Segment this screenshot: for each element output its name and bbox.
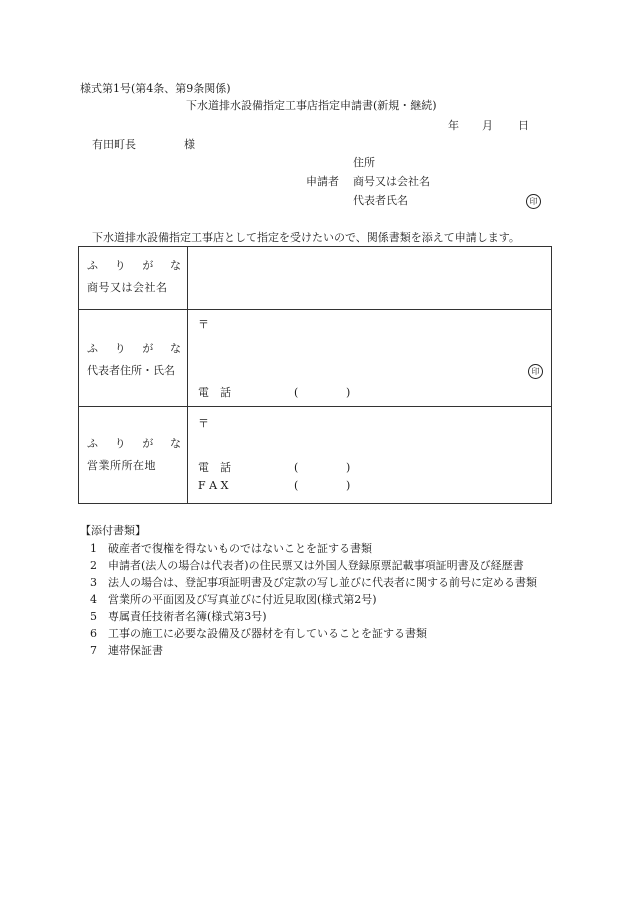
fax-paren-open: ( (294, 479, 299, 492)
document-title: 下水道排水設備指定工事店指定申請書(新規・継続) (186, 99, 437, 112)
tel-paren-open: ( (294, 386, 299, 399)
representative-label: 代表者住所・氏名 (87, 364, 175, 377)
form-number: 様式第1号(第4条、第9条関係) (80, 82, 231, 95)
table-row-company (79, 247, 552, 310)
company-label-cell (79, 247, 188, 310)
tel-paren-close: ) (346, 461, 351, 474)
fax-paren-close: ) (346, 479, 351, 492)
addressee: 有田町長 (92, 138, 136, 151)
representative-field[interactable] (188, 310, 552, 407)
applicant-company-label: 商号又は会社名 (353, 175, 430, 188)
fax-label: F A X (198, 479, 229, 492)
representative-label-cell (79, 310, 188, 407)
office-location-field[interactable] (188, 407, 552, 504)
table-row-representative (79, 310, 552, 407)
tel-paren-open: ( (294, 461, 299, 474)
date-year-label: 年 (448, 119, 459, 132)
postal-mark: 〒 (198, 318, 209, 331)
applicant-rep-label: 代表者氏名 (353, 194, 408, 207)
list-item: 4 営業所の平面図及び写真並びに付近見取図(様式第2号) (90, 593, 377, 606)
list-item: 5 専属責任技術者名簿(様式第3号) (90, 610, 267, 623)
office-location-label: 営業所所在地 (87, 459, 156, 472)
office-label-cell (79, 407, 188, 504)
table-row-office (79, 407, 552, 504)
application-form-table (78, 246, 552, 504)
seal-mark-icon: 印 (526, 194, 541, 209)
intro-statement: 下水道排水設備指定工事店として指定を受けたいので、関係書類を添えて申請します。 (92, 231, 520, 244)
postal-mark: 〒 (198, 417, 209, 430)
furigana-label: ふ り が な (87, 437, 181, 450)
tel-label: 電 話 (198, 386, 231, 399)
applicant-role-label: 申請者 (306, 175, 339, 188)
date-month-label: 月 (482, 119, 493, 132)
furigana-label: ふ り が な (87, 342, 181, 355)
attachments-section (80, 522, 560, 659)
company-name-label: 商号又は会社名 (87, 281, 168, 294)
list-item: 1 破産者で復権を得ないものではないことを証する書類 (90, 542, 372, 555)
honorific: 様 (184, 138, 195, 151)
date-day-label: 日 (518, 119, 529, 132)
applicant-address-label: 住所 (353, 156, 375, 169)
list-item: 2 申請者(法人の場合は代表者)の住民票又は外国人登録原票記載事項証明書及び経歴書 (90, 559, 524, 572)
list-item: 7 連帯保証書 (90, 644, 163, 657)
seal-mark-icon: 印 (528, 364, 543, 379)
tel-paren-close: ) (346, 386, 351, 399)
company-name-field[interactable] (188, 247, 552, 310)
list-item: 6 工事の施工に必要な設備及び器材を有していることを証する書類 (90, 627, 427, 640)
tel-label: 電 話 (198, 461, 231, 474)
furigana-label: ふ り が な (87, 259, 181, 272)
list-item: 3 法人の場合は、登記事項証明書及び定款の写し並びに代表者に関する前号に定める書類 (90, 576, 537, 589)
attachments-title: 【添付書類】 (80, 524, 146, 537)
